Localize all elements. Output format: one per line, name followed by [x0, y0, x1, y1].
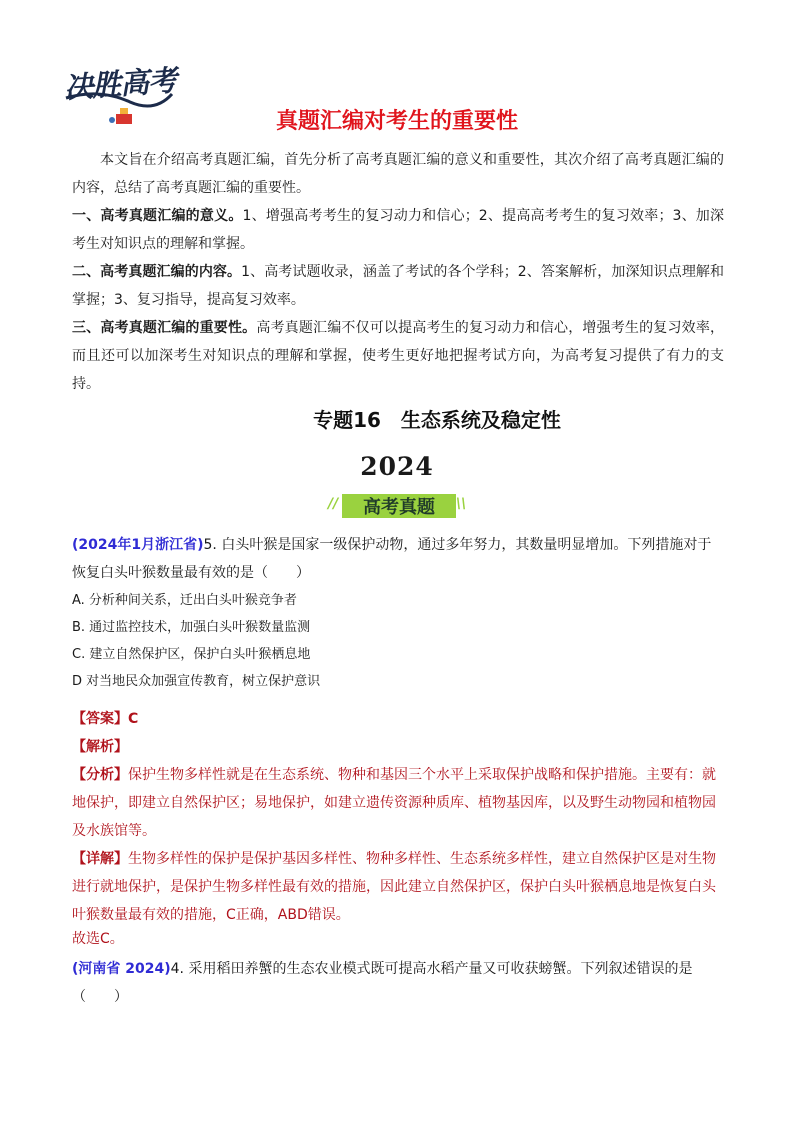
option-b: B. 通过监控技术，加强白头叶猴数量监测: [72, 620, 311, 635]
banner-slash-right-icon: \\: [456, 496, 467, 512]
section-2: [72, 258, 724, 314]
question-1-source: (2024年1月浙江省): [72, 537, 204, 553]
option-d: D 对当地民众加强宣传教育，树立保护意识: [72, 674, 321, 689]
answer-line: [72, 705, 724, 733]
detail-paragraph: [72, 845, 724, 929]
answer-label: 【答案】: [72, 711, 128, 727]
section-3: [72, 314, 724, 398]
fenxi-text: 保护生物多样性就是在生态系统、物种和基因三个水平上采取保护战略和保护措施。主要有：就地保护，即建立自然保护区；易地保护，如建立遗传资源种质库、植物基因库，以及野生动物园和植物园及水族馆等。: [72, 767, 716, 839]
option-c: C. 建立自然保护区，保护白头叶猴栖息地: [72, 647, 311, 662]
conclusion: 故选C。: [72, 931, 124, 947]
topic-title: 专题16 生态系统及稳定性: [313, 408, 561, 432]
section-1-body: 1、增强高考考生的复习动力和信心；2、提高高考考生的复习效率；3、加深考生对知识点的理解和掌握。: [72, 208, 724, 252]
question-2-text: 4. 采用稻田养蟹的生态农业模式既可提高水稻产量又可收获螃蟹。下列叙述错误的是（ ）: [72, 961, 693, 1005]
option-a: A. 分析种间关系，迁出白头叶猴竞争者: [72, 593, 297, 608]
section-2-body: 1、高考试题收录，涵盖了考试的各个学科；2、答案解析，加深知识点理解和掌握；3、复习指导，提高复习效率。: [72, 264, 725, 308]
page-title: 真题汇编对考生的重要性: [275, 109, 518, 134]
logo-text: 决胜高考: [63, 63, 178, 105]
answer-value: C: [128, 711, 139, 727]
section-3-heading: 三、高考真题汇编的重要性。: [72, 320, 257, 336]
question-1-stem: [72, 531, 724, 587]
section-1: [72, 202, 724, 258]
section-2-heading: 二、高考真题汇编的内容。: [72, 264, 242, 280]
banner-label: 高考真题: [363, 497, 435, 518]
question-2-stem: [72, 955, 724, 1011]
fenxi-label: 【分析】: [72, 767, 128, 783]
section-3-body: 高考真题汇编不仅可以提高考生的复习动力和信心，增强考生的复习效率，而且还可以加深考生对知识点的理解和掌握，使考生更好地把握考试方向，为高考复习提供了有力的支持。: [72, 320, 724, 392]
question-1-text: 5. 白头叶猴是国家一级保护动物，通过多年努力，其数量明显增加。下列措施对于恢复白头叶猴数量最有效的是（ ）: [72, 537, 712, 581]
detail-label: 【详解】: [72, 851, 128, 867]
detail-text: 生物多样性的保护是保护基因多样性、物种多样性、生态系统多样性，建立自然保护区是对生物进行就地保护，是保护生物多样性最有效的措施，因此建立自然保护区，保护白头叶猴栖息地是恢复白头叶猴数量最有效的措施，C正确，ABD错误。: [72, 851, 716, 923]
gaokao-banner: [326, 490, 472, 522]
banner-slash-left-icon: //: [328, 496, 339, 512]
section-1-heading: 一、高考真题汇编的意义。: [72, 208, 243, 224]
year-heading: 2024: [360, 452, 434, 481]
question-2-source: (河南省 2024): [72, 961, 171, 977]
analysis-label: 【解析】: [72, 739, 128, 755]
fenxi-paragraph: [72, 761, 724, 845]
intro-paragraph: 本文旨在介绍高考真题汇编，首先分析了高考真题汇编的意义和重要性，其次介绍了高考真题汇编的内容，总结了高考真题汇编的重要性。: [72, 152, 724, 196]
